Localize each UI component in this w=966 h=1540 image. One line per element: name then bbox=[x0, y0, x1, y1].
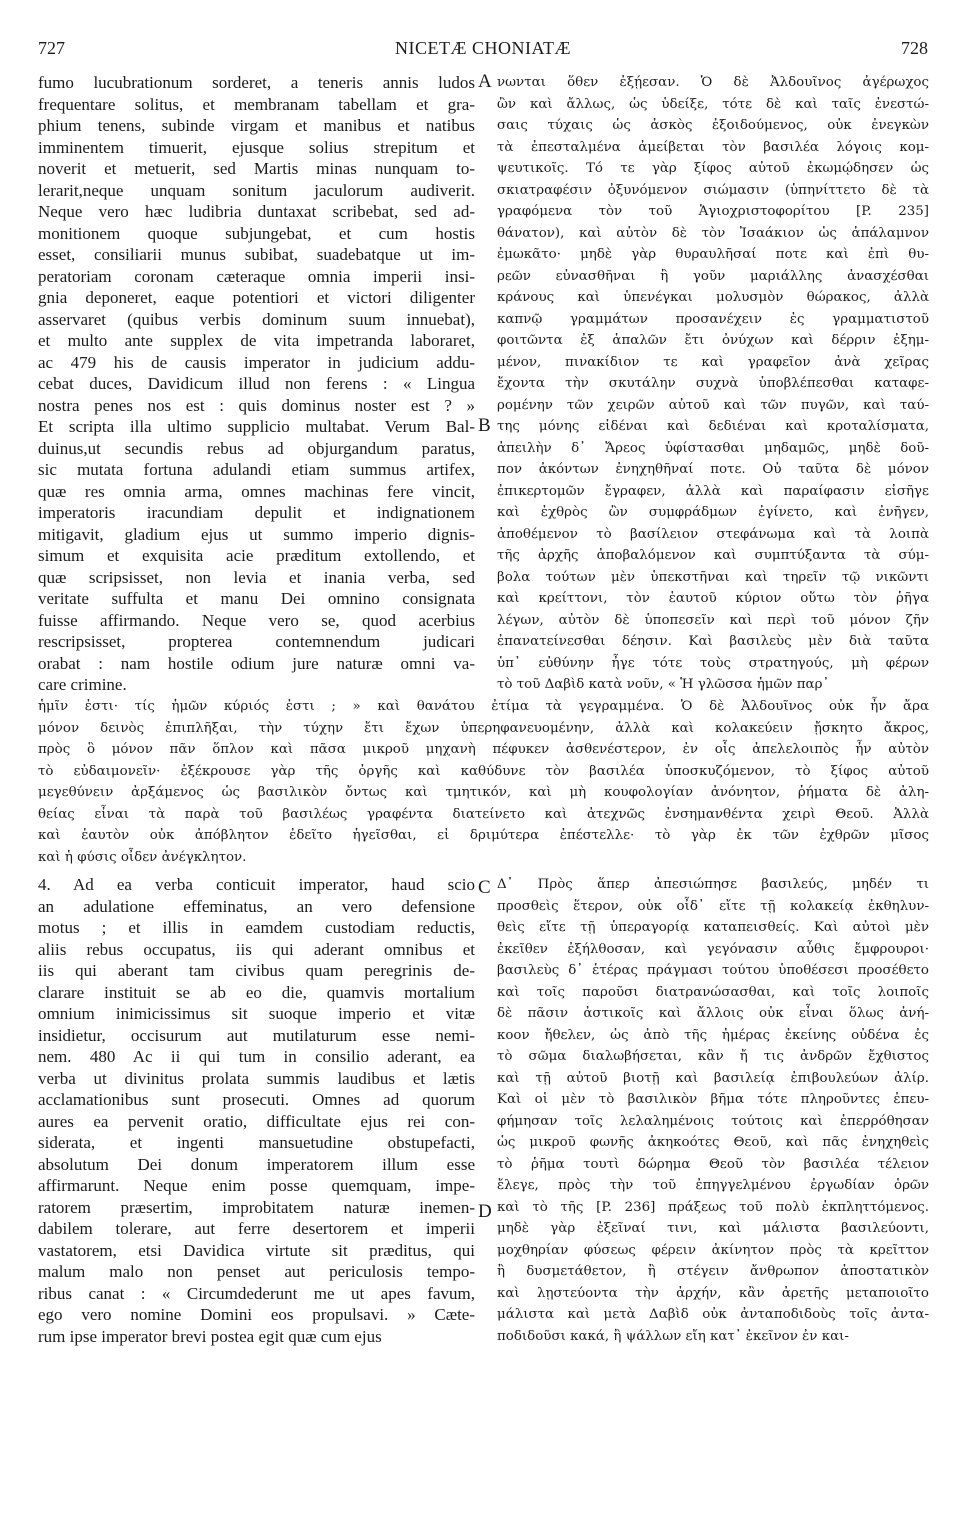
latin-text-line: simum et exquisita acie præditum extollendo, et bbox=[38, 546, 475, 565]
running-title: NICETÆ CHONIATÆ bbox=[395, 38, 571, 58]
latin-text-line: clarare instituit se ab eo die, quamvis mortalium bbox=[38, 982, 475, 1002]
latin-text-line: ratorem præsertim, improbitatem naturæ inemen- bbox=[38, 1197, 475, 1217]
greek-text-line: καὶ τοῖς παροῦσι διατρανώσασθαι, καὶ τοῖς λοιποῖς bbox=[497, 984, 929, 1000]
latin-text-line: care crimine. bbox=[38, 675, 127, 694]
latin-text-line: sic mutata fortuna adulandi etiam summus artifex, bbox=[38, 460, 475, 479]
latin-text-line: an adulatione effeminatus, an vero defensione bbox=[38, 896, 475, 916]
latin-text-line: fuisse affirmando. Neque vero se, quod acerbius bbox=[38, 610, 475, 630]
greek-text-line: ὑπ᾽ εὐθύνην ἦγε τότε τοὺς στρατηγούς, μὴ φέρων bbox=[497, 655, 929, 671]
greek-text-line: θείας εἶναι τὰ παρὰ τοῦ βασιλέως γραφέντα διατείνετο καὶ ἀτεχνῶς ἐνσημανθέντα χειρὶ Θεοῦ. Ἀλλὰ bbox=[38, 806, 929, 822]
greek-text-line: ἀποθέμενον τὸ βασίλειον στεφάνωμα καὶ τὰ λοιπὰ bbox=[497, 526, 929, 542]
greek-text-line: καὶ ἡ φύσις οἶδεν ἀνέγκλητον. bbox=[38, 849, 247, 865]
greek-text-line: δὲ πᾶσιν ἀστικοῖς καὶ ἄλλοις οὐκ εἶναι ὅλως ἀνή- bbox=[497, 1006, 929, 1021]
latin-text-line: aures ea pervenit oratio, difficultate ejus rei con- bbox=[38, 1111, 475, 1131]
latin-text-line: duinus,ut secundis rebus ad objurgandum paratus, bbox=[38, 438, 475, 458]
latin-text-line: asservaret (quibus verbis dominum suum innuebat), bbox=[38, 309, 475, 329]
greek-text-line: φήμησαν τοῖς λελαλημένοις τούτοις καὶ ἐπερρόθησαν bbox=[497, 1113, 929, 1129]
latin-text-line: Neque vero hæc ludibria duntaxat scribebat, sed ad- bbox=[38, 202, 475, 221]
greek-text-line: ἐμωκᾶτο· μηδὲ γὰρ θυραυλῆσαί ποτε καὶ ἐπὶ θυ- bbox=[497, 247, 929, 262]
right-page-number: 728 bbox=[901, 38, 928, 58]
latin-text-line: affirmarunt. Neque enim posse quemquam, impe- bbox=[38, 1176, 475, 1195]
greek-text-line: νωνται ὅθεν ἐξῄεσαν. Ὁ δὲ Ἀλδουῖνος ἀγέρωχος bbox=[497, 75, 929, 90]
greek-text-line: της μόνης εἰδέναι καὶ δεδιέναι καὶ κροταλίσματα, bbox=[497, 419, 929, 434]
greek-text-line: πρὸς ὃ μόνον πᾶν ὅπλον καὶ πᾶσα μικροῦ μηχανὴ πέφυκεν ἀσθενέστερον, ἐν οἷς ἀπελελοιπὸς ἦν αὐτὸν bbox=[38, 742, 929, 757]
greek-text-line: γραφόμενα τὸν τοῦ Ἁγιοχριστοφορίτου [P. 235] bbox=[497, 204, 929, 219]
greek-full-width-paragraph bbox=[38, 696, 929, 868]
latin-text-line: ac 479 his de causis imperator in judicium addu- bbox=[38, 352, 475, 372]
latin-text-line: fumo lucubrationum sorderet, a teneris annis ludos bbox=[38, 73, 475, 92]
latin-text-line: monitionem quoque subjungebat, et cum hostis bbox=[38, 223, 475, 243]
latin-text-line: aliis rebus occupatus, iis qui aderant omnibus et bbox=[38, 939, 475, 959]
greek-column-top bbox=[497, 72, 929, 696]
latin-column-bottom bbox=[38, 874, 475, 1347]
greek-text-line: καὶ ἑαυτὸν οὐκ ἀπόβλητον ἐδεῖτο ἡγεῖσθαι, εἰ δριμύτερα ἐπέστελλε· τὸ γὰρ ἐκ τῶν ἐχθρῶν μῖσος bbox=[38, 828, 929, 843]
running-header bbox=[38, 38, 928, 62]
latin-text-line: vastatorem, etsi Davidica virtute sit præditus, qui bbox=[38, 1240, 475, 1260]
latin-text-line: 4. Ad ea verba conticuit imperator, haud scio bbox=[38, 875, 475, 894]
greek-text-line: ἐκεῖθεν ἐξήλθοσαν, καὶ γεγόνασιν αὖθις ἔμφρουροι· bbox=[497, 941, 929, 957]
latin-column-top bbox=[38, 72, 475, 696]
latin-text-line: quæ scripsisset, non levia et inania verba, sed bbox=[38, 567, 475, 587]
latin-text-line: noverit et metuerit, sed Martis minas nunquam to- bbox=[38, 159, 475, 178]
greek-text-line: μάλιστα καὶ μετὰ Δαβὶδ οὐκ ἀνταποδιδοὺς τοῖς ἀντα- bbox=[497, 1307, 929, 1322]
greek-text-line: ἔλεγε, πρὸς τὴν τοῦ ἐπηγγελμένου ἐργωδίαν ὁρῶν bbox=[497, 1178, 929, 1193]
greek-text-line: τὸ ῥῆμα τουτὶ δώρημα Θεοῦ τὸν βασιλέα τέλειον bbox=[497, 1156, 929, 1172]
greek-text-line: προσθεὶς ἕτερον, οὐκ οἶδ᾽ εἴτε τῇ κολακείᾳ ἐκθηλυν- bbox=[497, 898, 929, 914]
greek-text-line: βασιλεὺς δ᾽ ἑτέρας πράγμασι τούτου ὑποθέσεσι προσέθετο bbox=[497, 963, 929, 978]
greek-text-line: καπνῷ γραμμάτων προσανέχειν ἐς γραμματιστοῦ bbox=[497, 311, 929, 327]
latin-text-line: esset, consiliarii munus subibat, suadebatque ut im- bbox=[38, 245, 475, 264]
greek-text-line: θάνατον), καὶ αὐτὸν δὲ τὸν Ἰσαάκιον ὡς ἀπάλαμνον bbox=[497, 225, 929, 241]
greek-text-line: καὶ κρείττονι, τὸν ἑαυτοῦ κύριον οὕτω τὸν ῥῆγα bbox=[497, 591, 929, 606]
latin-text-line: Et scripta illa ultimo supplicio multabat. Verum Bal- bbox=[38, 417, 475, 436]
greek-text-line: λέγων, αὐτὸν δὲ ὑποπεσεῖν καὶ περὶ τοῦ μόνον ζῆν bbox=[497, 612, 929, 628]
greek-text-line: κοον ἤθελεν, ὡς ἀπὸ τῆς ἡμέρας ἐκείνης οὐδένα ἐς bbox=[497, 1027, 929, 1043]
greek-text-line: μένον, πινακίδιον τε καὶ γραφεῖον ἀνὰ χεῖρας bbox=[497, 354, 929, 370]
latin-text-line: ego vero nomine Domini eos propulsavi. » Cæte- bbox=[38, 1305, 475, 1324]
latin-text-line: malum malo non penset aut periculosis tempo- bbox=[38, 1262, 475, 1281]
latin-text-line: lerarit,neque unquam sonitum jaculorum audiverit. bbox=[38, 180, 475, 200]
greek-text-line: ἔχοντα τὴν σκυτάλην συχνὰ ὑποβλέπεσθαι καταφε- bbox=[497, 376, 929, 391]
latin-text-line: veritate suffulta et manu Dei omnino consignata bbox=[38, 589, 475, 608]
greek-text-line: ψευτικοῖς. Τό τε γὰρ ξίφος αὐτοῦ ἐκωμῴδησεν ὡς bbox=[497, 161, 929, 176]
latin-text-line: peratoriam coronam cæteraque omnia imperii insi- bbox=[38, 266, 475, 286]
latin-text-line: absolutum Dei donum imperatorem illum esse bbox=[38, 1154, 475, 1174]
latin-text-line: mitigavit, gladium ejus ut summo imperio dignis- bbox=[38, 524, 475, 544]
latin-text-line: orabat : nam hostile odium jure naturæ omni va- bbox=[38, 653, 475, 673]
greek-text-line: φοιτῶντα ἐξ ἁπαλῶν ἔτι ὀνύχων καὶ δέρριν ἐξημ- bbox=[497, 333, 929, 348]
greek-text-line: τὰ ἐπεσταλμένα ἀμείβεται τὸν βασιλέα λόγοις κομ- bbox=[497, 139, 929, 155]
latin-text-line: insidietur, occisurum aut mutilaturum esse nemi- bbox=[38, 1025, 475, 1045]
latin-text-line: quæ res omnia arma, omnes machinas fere vincit, bbox=[38, 481, 475, 501]
latin-text-line: rescripsisset, propterea contemnendum judicari bbox=[38, 632, 475, 651]
margin-letter-a: A bbox=[478, 71, 492, 92]
latin-text-line: rum ipse imperator brevi postea egit quæ cum ejus bbox=[38, 1326, 382, 1346]
greek-text-line: μοχθηρίαν φύσεως φέρειν ἀκίνητον πρὸς τὰ κρεῖττον bbox=[497, 1242, 929, 1258]
latin-text-line: et multo ante supplex de vita impetranda laboraret, bbox=[38, 331, 475, 350]
latin-text-line: imminentem timuerit, ejusque solius strepitum et bbox=[38, 137, 475, 157]
greek-text-line: τὸ σῶμα διαλωβήσεται, κἂν ἤ τις ἀνδρῶν ἔχθιστος bbox=[497, 1049, 929, 1064]
latin-text-line: motus ; et illis in eamdem custodiam reductis, bbox=[38, 918, 475, 937]
greek-text-line: καὶ λῃστεύοντα τὴν ἀρχήν, κἂν ἀρετῆς μεταποιοῖτο bbox=[497, 1285, 929, 1301]
greek-text-line: ἐπανατείνεσθαι δέησιν. Καὶ βασιλεὺς μὲν διὰ ταῦτα bbox=[497, 634, 929, 649]
greek-text-line: ἀπειλὴν δ᾽ Ἄρεος ὑφίστασθαι μηδαμῶς, μηδὲ δοῦ- bbox=[497, 440, 929, 456]
greek-text-line: Καὶ οἱ μὲν τὸ βασιλικὸν βῆμα τότε πληροῦντες ἐπευ- bbox=[497, 1092, 929, 1107]
latin-text-line: cebat duces, Davidicum illud non ferens : « Lingua bbox=[38, 374, 475, 393]
greek-text-line: σκιατραφέσιν ὀξυνόμενον σιώμασιν (ὑπηνίττετο δὲ τὰ bbox=[497, 182, 929, 198]
margin-letter-c: C bbox=[478, 877, 491, 898]
greek-text-line: καὶ τὸ τῆς [P. 236] πράξεως τοῦ πολὺ ἐκπληττόμενος. bbox=[497, 1199, 929, 1215]
greek-column-bottom bbox=[497, 874, 929, 1347]
greek-text-line: πον ἀκόντων ἐνηχηθῆναί ποτε. Οὐ ταῦτα δὲ μόνον bbox=[497, 462, 929, 477]
greek-text-line: ἐπικερτομῶν ἔγραφεν, ἀλλὰ καὶ παραίφασιν εἰσῆγε bbox=[497, 483, 929, 499]
latin-text-line: nostra penes nos est : quis dominus noster est ? » bbox=[38, 395, 475, 415]
greek-text-line: κράνους καὶ ὑπενέγκαι μολυσμὸν θώρακος, ἀλλὰ bbox=[497, 290, 929, 305]
latin-text-line: ribus canat : « Circumdederunt me ut apes favum, bbox=[38, 1283, 475, 1303]
latin-text-line: verba ut divinitus prolata summis laudibus et lætis bbox=[38, 1068, 475, 1088]
margin-letter-d: D bbox=[478, 1201, 492, 1222]
greek-text-line: ὢν καὶ ἄλλως, ὡς ὑδείξε, τότε δὲ καὶ ταῖς ἐνεστώ- bbox=[497, 96, 929, 112]
greek-text-line: ρεῶν εὐνασθῆναι ἢ γοῦν μαριάλλης ἀνασχέσθαι bbox=[497, 268, 929, 284]
left-page-number: 727 bbox=[38, 38, 65, 58]
greek-text-line: βολα τούτων μὲν ὑπεκστῆναι καὶ τηρεῖν τῷ νικῶντι bbox=[497, 569, 929, 585]
latin-text-line: nem. 480 Ac ii qui tum in consilio aderant, ea bbox=[38, 1047, 475, 1066]
greek-text-line: ρομένην τῶν χειρῶν αὐτοῦ καὶ τῶν πυγῶν, καὶ ταύ- bbox=[497, 397, 929, 413]
greek-text-line: ἢ δυσμετάθετον, ἢ στέγειν ἄνθρωπον ἀποστατικὸν bbox=[497, 1264, 929, 1279]
greek-text-line: ποδιδοῦσι κακά, ἢ ψάλλων εἴη κατ᾽ ἐκεῖνον ἐν και- bbox=[497, 1328, 849, 1344]
greek-text-line: Δ᾽ Πρὸς ἅπερ ἀπεσιώπησε βασιλεύς, μηδέν τι bbox=[497, 877, 929, 892]
greek-text-line: ἡμῖν ἐστι· τίς ἡμῶν κύριός ἐστι ; » καὶ θανάτου ἐτίμα τὰ γεγραμμένα. Ὁ δὲ Ἀλδουῖνος οὐκ ἦν ἄρα bbox=[38, 699, 929, 714]
latin-text-line: imperatoris iracundiam depulit et indignationem bbox=[38, 503, 475, 522]
latin-text-line: acclamationibus sunt prosecuti. Omnes ad quorum bbox=[38, 1090, 475, 1109]
latin-text-line: iis qui aberant tam civibus quam peregrinis de- bbox=[38, 961, 475, 980]
latin-text-line: gnia deponeret, eaque potentiori et victori diligenter bbox=[38, 288, 475, 307]
greek-text-line: μηδὲ γὰρ ἐξεῖναί τινι, καὶ μάλιστα βασιλεύοντι, bbox=[497, 1221, 929, 1236]
greek-text-line: τῆς ἀρχῆς ἀποβαλόμενον καὶ συμπτύξαντα τὰ σύμ- bbox=[497, 548, 929, 563]
greek-text-line: καὶ ἐχθρὸς ὢν συμφράδμων ἐγίνετο, καὶ ἐνῆγεν, bbox=[497, 505, 929, 520]
greek-text-line: τὸ εὐδαιμονεῖν· ἐξέκρουσε γὰρ τῆς ὀργῆς καὶ καθύδυνε τὸν βασιλέα ὑποσκυζόμενον, τὸ ξίφος αὐτοῦ bbox=[38, 763, 929, 779]
greek-text-line: σαις τύχαις ὡς ἀσκὸς ἐξοιδούμενος, οὐκ ἐνεγκὼν bbox=[497, 118, 929, 133]
margin-letter-b: B bbox=[478, 415, 491, 436]
greek-text-line: μεγεθύνειν ἀρξάμενος ὡς βασιλικὸν ὄντως καὶ τμητικόν, καὶ μὴ κουφολογίαν ἀνόνητον, ῥήματα δὲ ἀλη- bbox=[38, 785, 929, 800]
greek-text-line: μόνον δεινὸς ἐπιπλῆξαι, τὴν τύχην ἔτι ἔχων ὑπερηφανευομένην, ἀλλὰ καὶ κολακεύειν ᾔσκητο ἄκρος, bbox=[38, 720, 929, 736]
greek-text-line: τὸ τοῦ Δαβὶδ κατὰ νοῦν, « Ἡ γλῶσσα ἡμῶν παρ᾽ bbox=[497, 677, 830, 692]
latin-text-line: phium tenens, subinde virgam et manibus et natibus bbox=[38, 116, 475, 135]
greek-text-line: θεὶς εἴτε τῇ ὑπεραγορίᾳ καταπεισθείς. Καὶ αὐτοὶ μὲν bbox=[497, 920, 929, 935]
latin-text-line: frequentare solitus, et membranam tabellam et gra- bbox=[38, 94, 475, 114]
greek-text-line: καὶ τῇ αὐτοῦ βιοτῇ καὶ βασιλείᾳ ἐπιβουλεύων ἀλίρ. bbox=[497, 1070, 929, 1086]
latin-text-line: siderata, et ingenti mansuetudine obstupefacti, bbox=[38, 1133, 475, 1152]
latin-text-line: dabilem tolerare, aut ferre desertorem et imperii bbox=[38, 1219, 475, 1238]
latin-text-line: omnium inimicissimus sit suoque imperio et vitæ bbox=[38, 1004, 475, 1023]
greek-text-line: ὡς μικροῦ φωνῆς ἀκηκοότες Θεοῦ, καὶ πᾶς ἐνηχηθεὶς bbox=[497, 1135, 929, 1150]
